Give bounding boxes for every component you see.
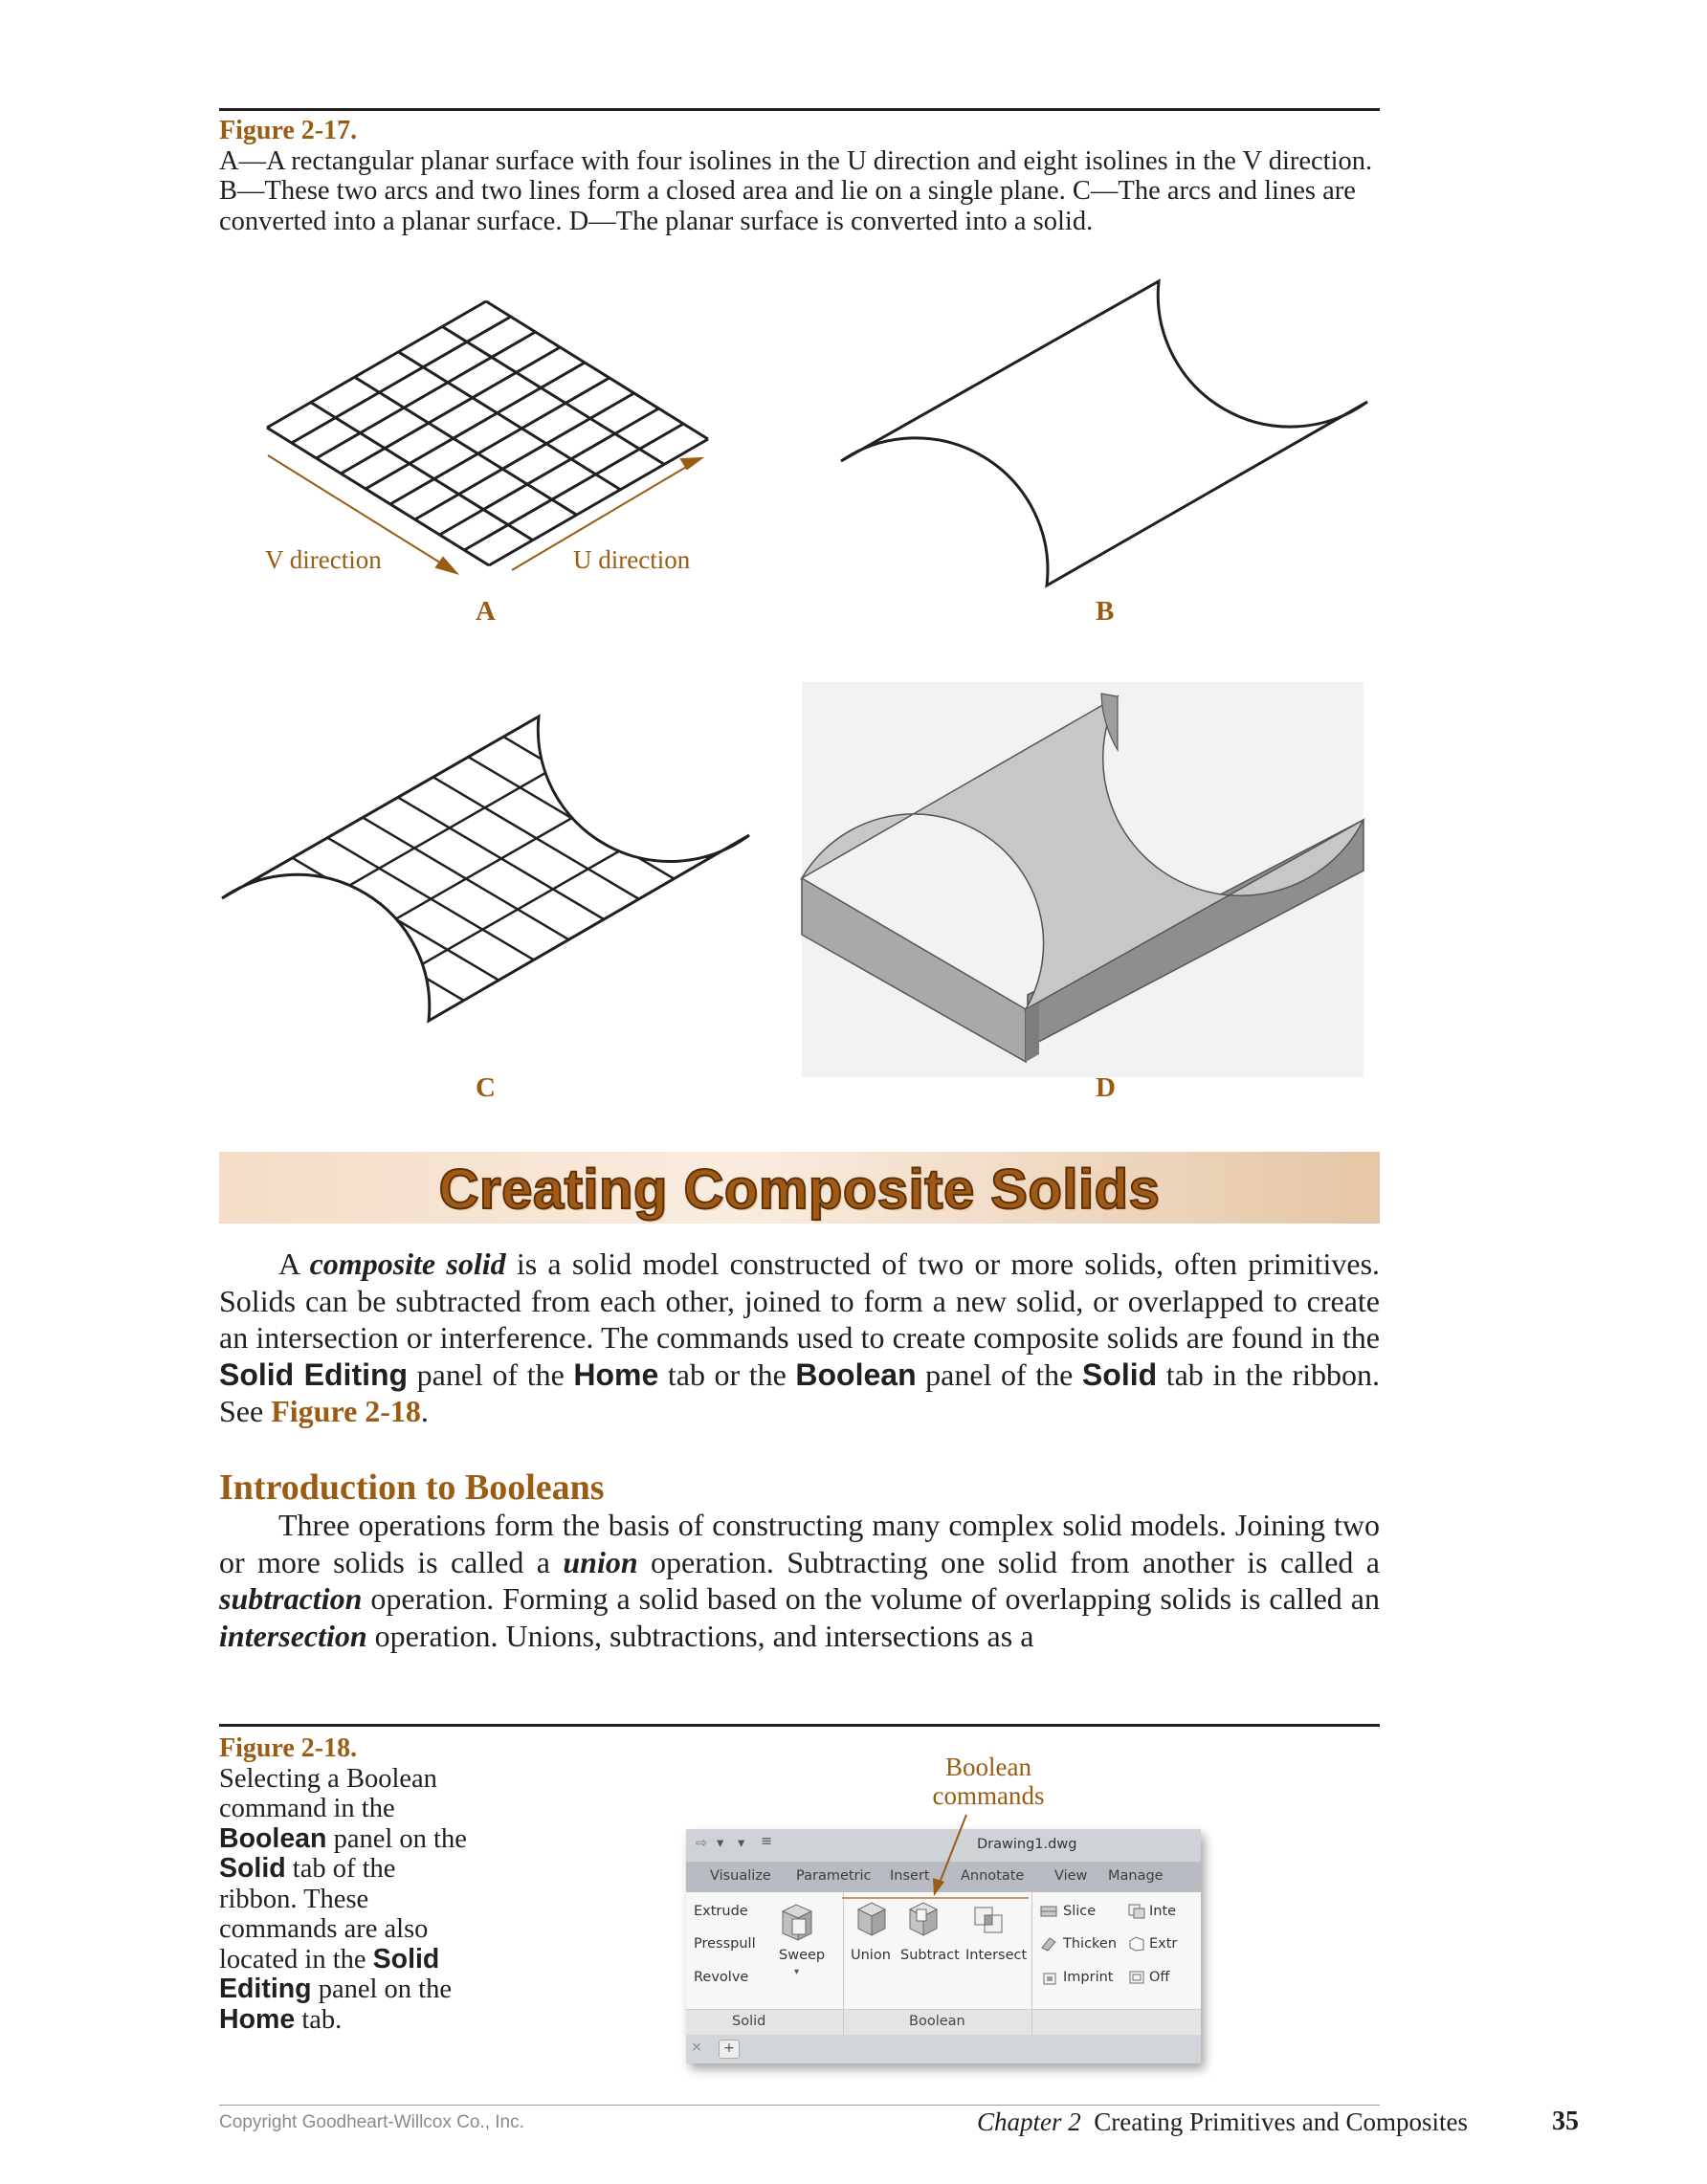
revolve-command[interactable]: Revolve bbox=[694, 1970, 749, 1985]
text-run: tab of the ribbon. These commands are also located in the bbox=[219, 1854, 429, 1974]
subheading-introduction-to-booleans: Introduction to Booleans bbox=[219, 1467, 605, 1508]
tab-insert[interactable]: Insert bbox=[890, 1868, 930, 1884]
text-run: tab. bbox=[295, 2004, 343, 2035]
v-direction-label: V direction bbox=[265, 545, 382, 574]
text-run: operation. Subtracting one solid from another is called a bbox=[637, 1544, 1381, 1579]
presspull-command[interactable]: Presspull bbox=[694, 1936, 756, 1952]
text-run: operation. Forming a solid based on the volume of overlapping solids is called an bbox=[362, 1581, 1380, 1617]
chapter-title: Creating Primitives and Composites bbox=[1094, 2107, 1468, 2136]
dropdown-arrow-icon[interactable]: ▾ bbox=[738, 1836, 745, 1851]
ui-term-boolean: Boolean bbox=[219, 1822, 327, 1854]
page-number: 35 bbox=[1552, 2107, 1579, 2136]
text-run: tab or the bbox=[658, 1357, 796, 1392]
subfigure-label-b: B bbox=[1096, 596, 1115, 627]
subfigure-label-a: A bbox=[476, 596, 496, 627]
text-run: . bbox=[420, 1394, 429, 1429]
tab-parametric[interactable]: Parametric bbox=[796, 1868, 872, 1884]
intersect-command[interactable]: Intersect bbox=[965, 1948, 1028, 1963]
text-run: Three operations form the basis of constructing many complex solid models. Joining two or more solids is called a bbox=[219, 1508, 1380, 1579]
text-run: panel of the bbox=[916, 1357, 1082, 1392]
ui-term-home: Home bbox=[219, 2003, 296, 2035]
dropdown-arrow-icon[interactable]: ▾ bbox=[717, 1836, 724, 1851]
slice-command[interactable]: Slice bbox=[1063, 1904, 1097, 1919]
figure-reference-link[interactable]: Figure 2-18 bbox=[271, 1394, 421, 1429]
extrude-command[interactable]: Extrude bbox=[694, 1904, 748, 1919]
tab-view[interactable]: View bbox=[1054, 1868, 1088, 1884]
footer-chapter bbox=[977, 2107, 1468, 2137]
figure-2-17-label: Figure 2-17. bbox=[219, 116, 358, 145]
term-union: union bbox=[563, 1544, 638, 1579]
text-run: panel on the bbox=[326, 1823, 467, 1854]
subfigure-label-c: C bbox=[476, 1072, 496, 1103]
term-subtraction: subtraction bbox=[219, 1581, 363, 1617]
undo-icon[interactable]: ⇨ bbox=[696, 1836, 708, 1851]
ui-term-home: Home bbox=[573, 1357, 659, 1392]
callout-line-2: commands bbox=[932, 1781, 1045, 1810]
subtract-command[interactable]: Subtract bbox=[900, 1948, 960, 1963]
panel-title-boolean: Boolean bbox=[909, 2014, 965, 2029]
ui-term-solid: Solid bbox=[1081, 1357, 1158, 1392]
text-run: panel of the bbox=[408, 1357, 574, 1392]
text-run: operation. Unions, subtractions, and intersections as a bbox=[366, 1618, 1034, 1653]
new-tab-button[interactable]: + bbox=[719, 2040, 740, 2059]
file-title: Drawing1.dwg bbox=[977, 1837, 1077, 1852]
ui-term-solid-editing: Solid Editing bbox=[219, 1943, 440, 2004]
tab-visualize[interactable]: Visualize bbox=[710, 1868, 771, 1884]
tab-manage[interactable]: Manage bbox=[1108, 1868, 1164, 1884]
sweep-dropdown-icon[interactable]: ▾ bbox=[794, 1967, 800, 1977]
term-intersection: intersection bbox=[219, 1618, 367, 1653]
u-direction-label: U direction bbox=[573, 545, 691, 574]
offset-edge-command[interactable]: Off bbox=[1149, 1970, 1170, 1985]
footer-copyright: Copyright Goodheart-Willcox Co., Inc. bbox=[219, 2112, 524, 2132]
text-run: Selecting a Boolean command in the bbox=[219, 1763, 437, 1823]
figure-2-18-label: Figure 2-18. bbox=[219, 1733, 358, 1763]
ui-term-solid: Solid bbox=[219, 1853, 286, 1884]
callout-line-1: Boolean bbox=[945, 1753, 1031, 1781]
customize-qat-icon[interactable]: ≡ bbox=[761, 1834, 773, 1849]
footer-rule bbox=[219, 2105, 1380, 2106]
text-run: tab in the ribbon. See bbox=[219, 1357, 1381, 1429]
subfigure-label-d: D bbox=[1096, 1072, 1116, 1103]
union-command[interactable]: Union bbox=[851, 1948, 891, 1963]
ui-term-solid-editing: Solid Editing bbox=[219, 1357, 409, 1392]
callout-arrow-line bbox=[940, 1815, 966, 1883]
interfere-command[interactable]: Inte bbox=[1149, 1904, 1177, 1919]
text-run: is a solid model constructed of two or more solids, often primitives. Solids can be subtracted from each other, joined to form a new solid, or overlapped to create an intersection or interference. The commands used to create composite solids are found in the bbox=[219, 1246, 1381, 1356]
panel-title-solid: Solid bbox=[732, 2014, 766, 2029]
chapter-label: Chapter 2 bbox=[977, 2107, 1081, 2136]
tab-annotate[interactable]: Annotate bbox=[961, 1868, 1025, 1884]
callout-arrowhead bbox=[933, 1878, 944, 1896]
term-composite-solid: composite solid bbox=[309, 1246, 506, 1281]
thicken-command[interactable]: Thicken bbox=[1063, 1936, 1118, 1952]
extract-edges-command[interactable]: Extr bbox=[1149, 1936, 1178, 1952]
section-title: Creating Composite Solids bbox=[438, 1158, 1161, 1221]
sweep-command[interactable]: Sweep bbox=[779, 1948, 826, 1963]
figure-2-17-caption-text: A—A rectangular planar surface with four isolines in the U direction and eight isolines in the V direction. B—These two arcs and two lines form a closed area and lie on a single plane. C—The arcs and lines are converted into a planar surface. D—The planar surface is converted into a solid. bbox=[219, 145, 1373, 236]
text-run: A bbox=[278, 1246, 310, 1281]
imprint-command[interactable]: Imprint bbox=[1063, 1970, 1114, 1985]
ui-term-boolean: Boolean bbox=[795, 1357, 917, 1392]
text-run: panel on the bbox=[311, 1974, 452, 2004]
close-tab-icon[interactable]: × bbox=[691, 2040, 703, 2055]
